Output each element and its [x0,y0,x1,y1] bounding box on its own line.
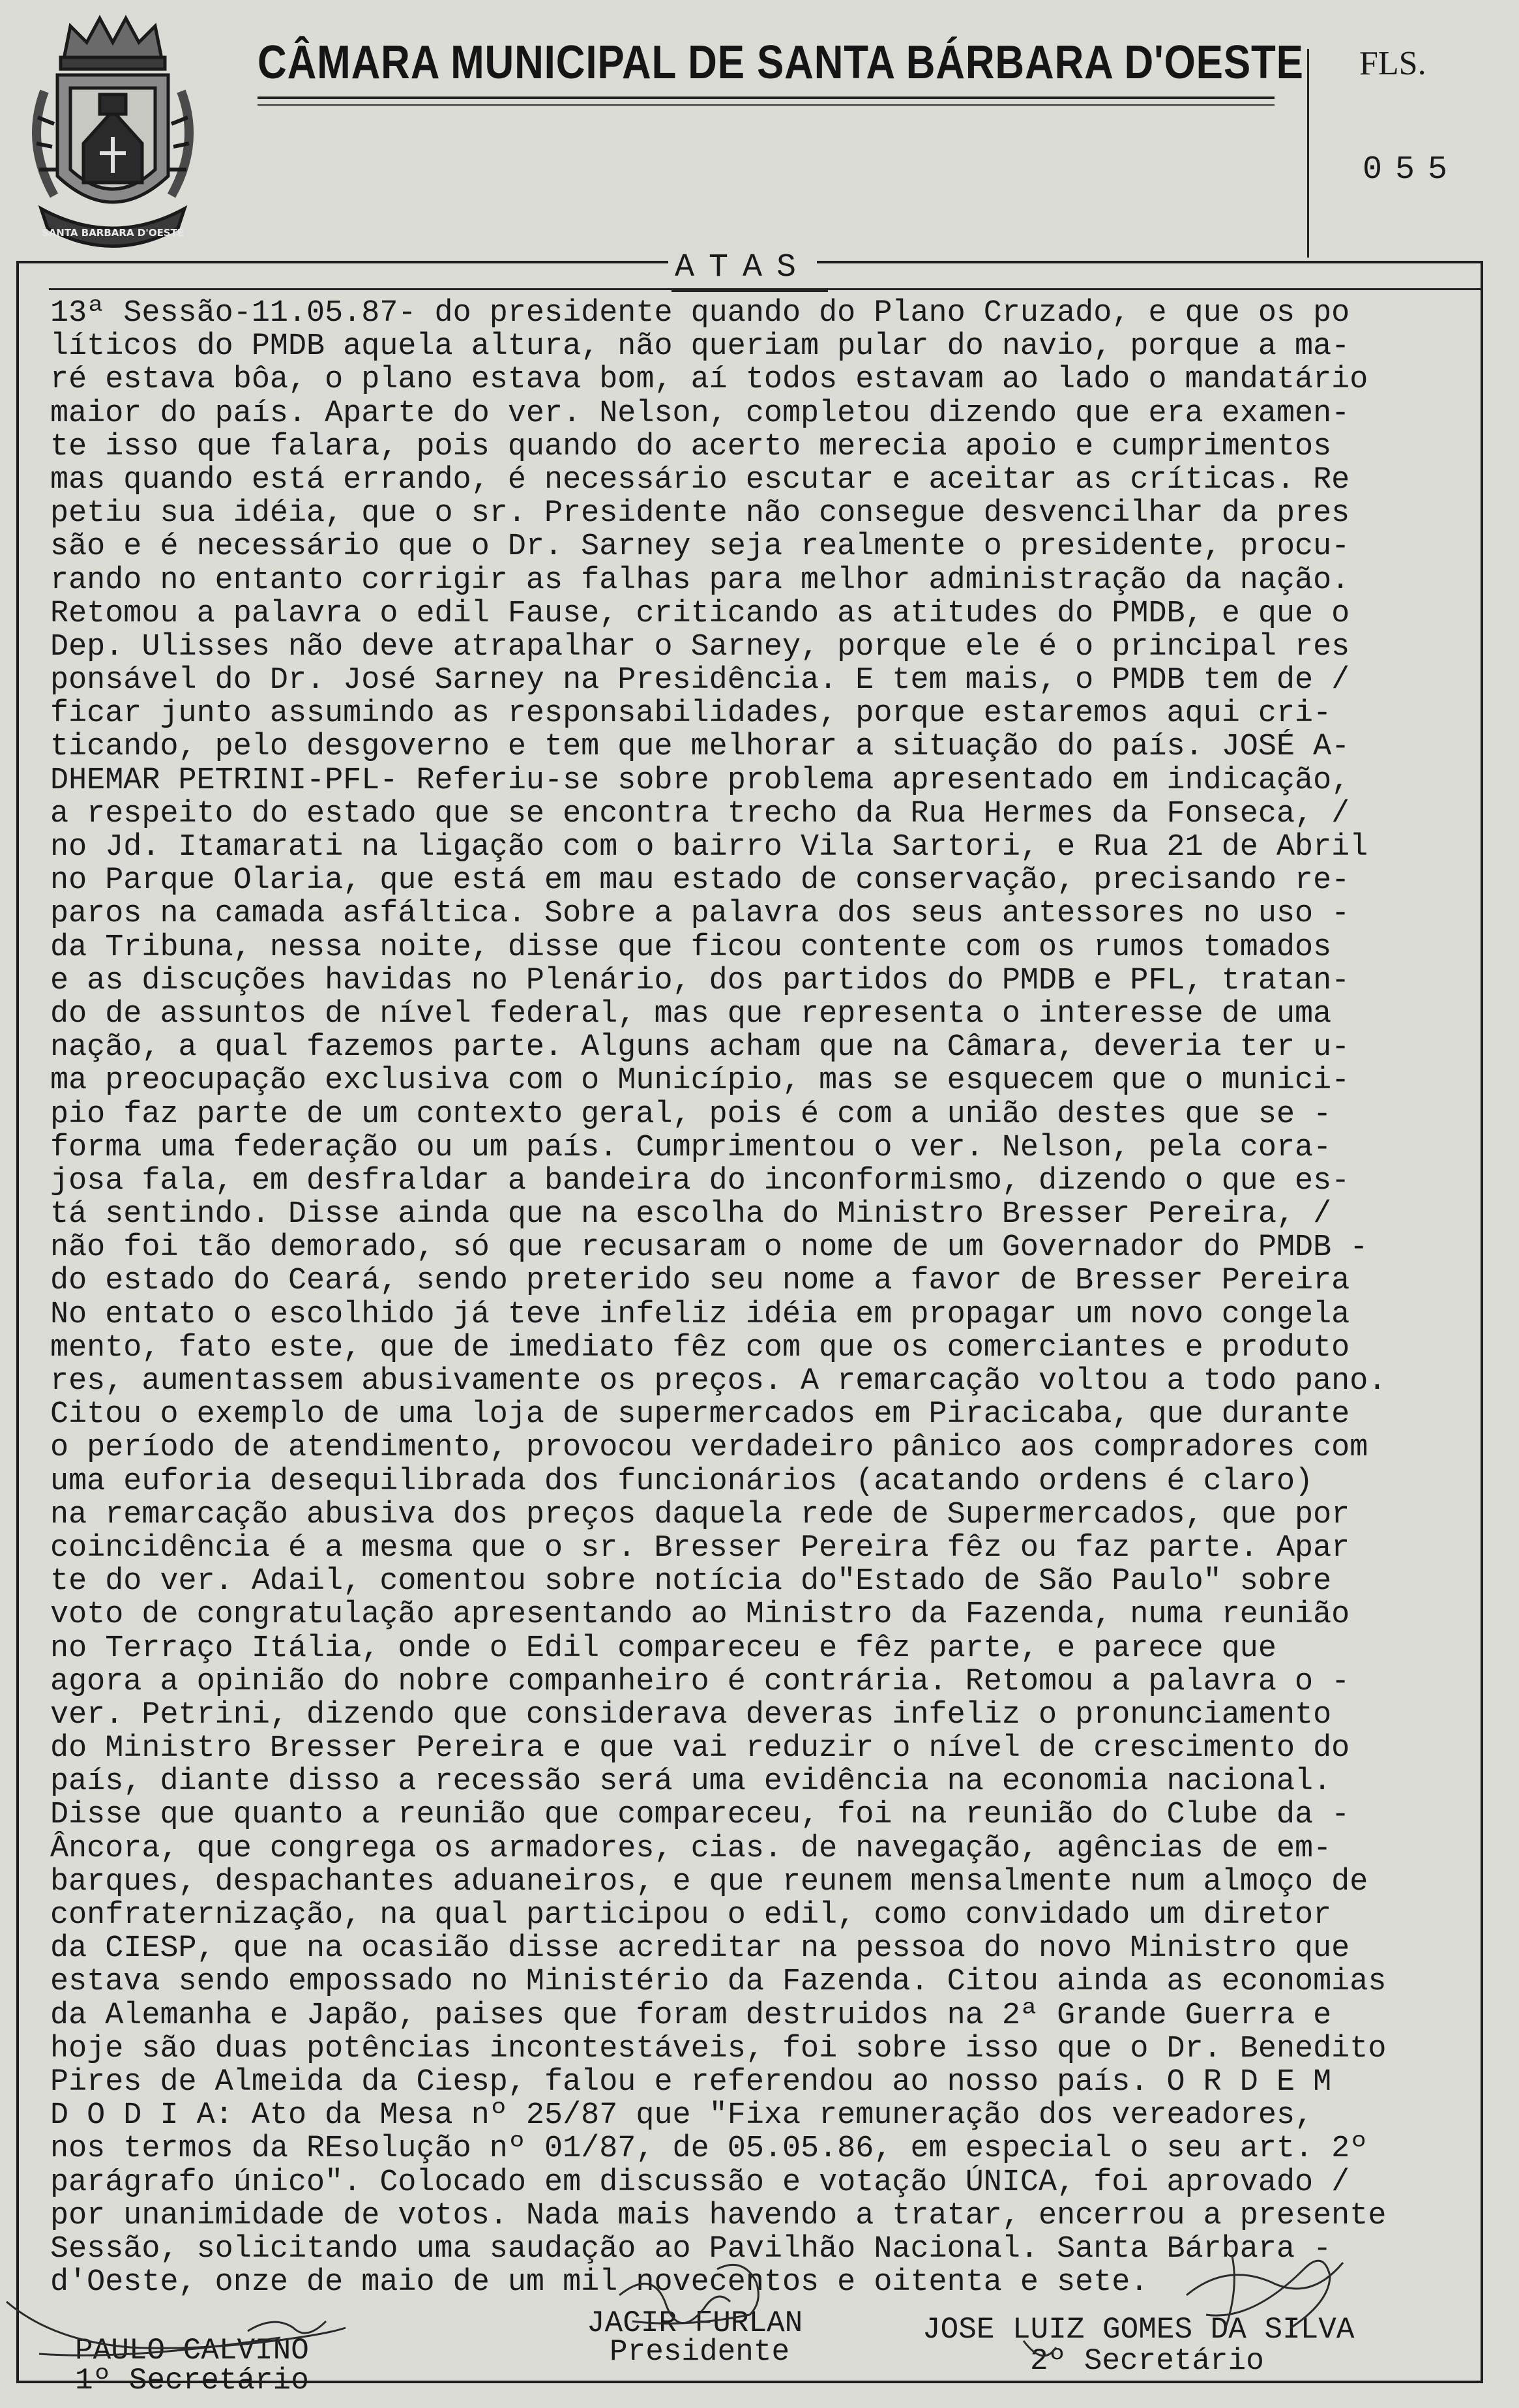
second-secretary-name: JOSE LUIZ GOMES DA SILVA [922,2313,1355,2347]
minutes-line: ticando, pelo desgoverno e tem que melhorar a situação do país. JOSÉ A- [50,730,1350,765]
minutes-line: Pires de Almeida da Ciesp, falou e referendou ao nosso país. O R D E M [50,2064,1332,2100]
minutes-line: estava sendo empossado no Ministério da Fazenda. Citou ainda as economias [50,1965,1387,2000]
minutes-line: coincidência é a mesma que o sr. Bresser Pereira fêz ou faz parte. Apar [50,1530,1350,1566]
minutes-line: d'Oeste, onze de maio de um mil novecentos e oitenta e sete. [50,2265,1149,2300]
minutes-line: nos termos da REsolução nº 01/87, de 05.05.86, em especial o seu art. 2º [50,2132,1368,2167]
title-underline-thin [258,104,1275,106]
minutes-line: te isso que falara, pois quando do acerto merecia apoio e cumprimentos [50,429,1332,464]
minutes-line: são e é necessário que o Dr. Sarney seja realmente o presidente, procu- [50,529,1350,565]
title-underline [258,97,1275,99]
municipal-crest-icon [18,13,207,261]
minutes-line: Sessão, solicitando uma saudação ao Pavilhão Nacional. Santa Bárbara - [50,2231,1332,2267]
minutes-line: da CIESP, que na ocasião disse acreditar na pessoa do novo Ministro que [50,1931,1350,1967]
minutes-line: maior do país. Aparte do ver. Nelson, completou dizendo que era examen- [50,396,1350,431]
minutes-line: o período de atendimento, provocou verdadeiro pânico aos compradores com [50,1431,1368,1466]
minutes-line: Âncora, que congrega os armadores, cias. de navegação, agências de em- [50,1831,1332,1866]
minutes-line: líticos do PMDB aquela altura, não queriam pular do navio, porque a ma- [50,329,1350,364]
minutes-text [50,297,1458,2299]
minutes-line: país, diante disso a recessão será uma evidência na economia nacional. [50,1764,1332,1800]
minutes-line: agora a opinião do nobre companheiro é contrária. Retomou a palavra o - [50,1664,1350,1699]
president-role: Presidente [610,2335,790,2369]
minutes-line: na remarcação abusiva dos preços daquela rede de Supermercados, que por [50,1497,1350,1532]
header-divider [1307,49,1309,258]
fls-label: FLS. [1359,45,1426,82]
minutes-line: pio faz parte de um contexto geral, pois é com a união destes que se - [50,1097,1332,1132]
minutes-line: mas quando está errando, é necessário escutar e aceitar as críticas. Re [50,462,1350,498]
minutes-line: Dep. Ulisses não deve atrapalhar o Sarney, porque ele é o principal res [50,629,1350,664]
minutes-line: por unanimidade de votos. Nada mais havendo a tratar, encerrou a presente [50,2198,1387,2233]
minutes-line: D O D I A: Ato da Mesa nº 25/87 que "Fixa remuneração dos vereadores, [50,2098,1314,2133]
minutes-line: mento, fato este, que de imediato fêz com que os comerciantes e produto [50,1330,1350,1365]
second-secretary-role: 2º Secretário [1030,2344,1264,2378]
minutes-line: uma euforia desequilibrada dos funcionários (acatando ordens é claro) [50,1464,1314,1499]
crest-ribbon-text: SANTA BARBARA D'OESTE [41,227,184,239]
minutes-line: do de assuntos de nível federal, mas que representa o interesse de uma [50,996,1332,1032]
minutes-line: paros na camada asfáltica. Sobre a palavra dos seus antessores no uso - [50,897,1350,932]
minutes-line: não foi tão demorado, só que recusaram o nome de um Governador do PMDB - [50,1230,1368,1266]
first-secretary-role: 1º Secretário [75,2364,309,2398]
minutes-line: petiu sua idéia, que o sr. Presidente não consegue desvencilhar da pres [50,496,1350,531]
minutes-line: da Alemanha e Japão, paises que foram destruidos na 2ª Grande Guerra e [50,1998,1332,2033]
president-name: JACIR FURLAN [587,2306,803,2340]
fls-number: 055 [1363,151,1461,188]
minutes-line: Retomou a palavra o edil Fause, criticando as atitudes do PMDB, e que o [50,596,1350,631]
minutes-line: voto de congratulação apresentando ao Ministro da Fazenda, numa reunião [50,1598,1350,1633]
minutes-line: 13ª Sessão-11.05.87- do presidente quando do Plano Cruzado, e que os po [50,296,1350,331]
minutes-line: no Terraço Itália, onde o Edil compareceu e fêz parte, e parece que [50,1631,1276,1666]
minutes-line: barques, despachantes aduaneiros, e que reunem mensalmente num almoço de [50,1864,1368,1899]
minutes-line: res, aumentassem abusivamente os preços. A remarcação voltou a todo pano. [50,1364,1387,1399]
minutes-line: DHEMAR PETRINI-PFL- Referiu-se sobre problema apresentado em indicação, [50,763,1350,798]
page-title: CÂMARA MUNICIPAL DE SANTA BÁRBARA D'OESTE [258,37,1304,89]
minutes-line: nação, a qual fazemos parte. Alguns acham que na Câmara, deveria ter u- [50,1030,1350,1065]
minutes-line: Disse que quanto a reunião que compareceu, foi na reunião do Clube da - [50,1798,1350,1833]
handwritten-signatures [0,2243,1519,2408]
minutes-line: ma preocupação exclusiva com o Município, mas se esquecem que o munici- [50,1063,1350,1099]
minutes-line: josa fala, em desfraldar a bandeira do inconformismo, dizendo o que es- [50,1163,1350,1198]
section-title: ATAS [668,249,817,286]
minutes-line: a respeito do estado que se encontra trecho da Rua Hermes da Fonseca, / [50,796,1350,831]
minutes-line: parágrafo único". Colocado em discussão e votação ÚNICA, foi aprovado / [50,2165,1350,2200]
minutes-line: do estado do Ceará, sendo preterido seu nome a favor de Bresser Pereira [50,1264,1350,1299]
minutes-line: forma uma federação ou um país. Cumprimentou o ver. Nelson, pela cora- [50,1130,1332,1165]
minutes-line: ver. Petrini, dizendo que considerava deveras infeliz o pronunciamento [50,1697,1332,1732]
minutes-line: rando no entanto corrigir as falhas para melhor administração da nação. [50,563,1350,598]
minutes-line: ponsável do Dr. José Sarney na Presidência. E tem mais, o PMDB tem de / [50,663,1350,698]
minutes-line: hoje são duas potências incontestáveis, foi sobre isso que o Dr. Benedito [50,2031,1387,2066]
minutes-line: no Parque Olaria, que está em mau estado de conservação, precisando re- [50,863,1350,899]
section-title-underline [671,288,828,292]
minutes-line: ré estava bôa, o plano estava bom, aí todos estavam ao lado o mandatário [50,363,1368,398]
minutes-line: do Ministro Bresser Pereira e que vai reduzir o nível de crescimento do [50,1731,1350,1766]
minutes-line: no Jd. Itamarati na ligação com o bairro Vila Sartori, e Rua 21 de Abril [50,830,1368,865]
minutes-line: No entato o escolhido já teve infeliz idéia em propagar um novo congela [50,1297,1350,1332]
minutes-line: te do ver. Adail, comentou sobre notícia do"Estado de São Paulo" sobre [50,1564,1332,1599]
minutes-line: Citou o exemplo de uma loja de supermercados em Piracicaba, que durante [50,1397,1350,1433]
first-secretary-name: PAULO CALVINO [75,2334,309,2368]
minutes-line: confraternização, na qual participou o edil, como convidado um diretor [50,1898,1332,1933]
minutes-line: tá sentindo. Disse ainda que na escolha do Ministro Bresser Pereira, / [50,1197,1332,1232]
minutes-line: e as discuções havidas no Plenário, dos partidos do PMDB e PFL, tratan- [50,963,1350,998]
minutes-line: da Tribuna, nessa noite, disse que ficou contente com os rumos tomados [50,930,1332,965]
minutes-line: ficar junto assumindo as responsabilidades, porque estaremos aqui cri- [50,696,1332,732]
